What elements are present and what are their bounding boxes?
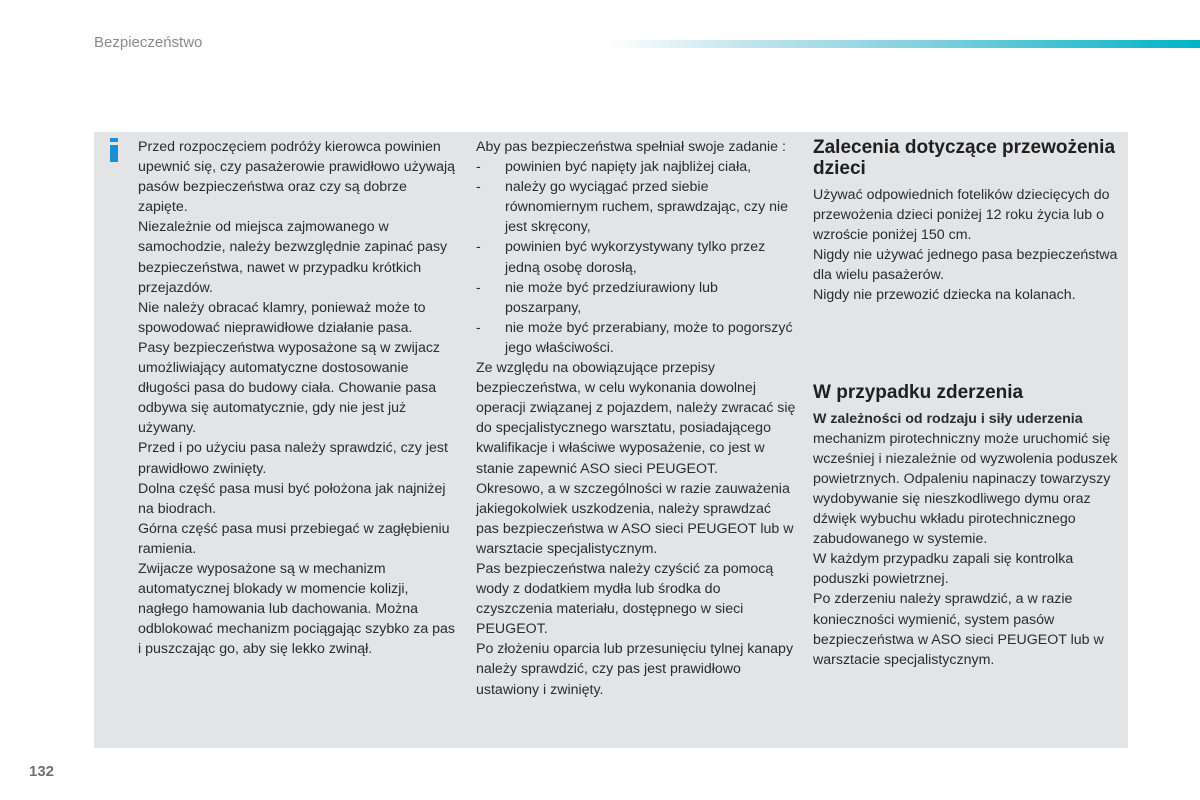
paragraph: W każdym przypadku zapali się kontrolka poduszki powietrznej. [813, 551, 1074, 588]
paragraph: Dolna część pasa musi być położona jak najniżej na biodrach. [138, 480, 446, 517]
heading-collision: W przypadku zderzenia [813, 381, 1024, 403]
page-number: 132 [29, 763, 55, 780]
list-item: - nie może być przerabiany, może to pogorszyć jego właściwości. [476, 319, 793, 356]
header-accent-bar [605, 40, 1200, 48]
paragraph: Niezależnie od miejsca zajmowanego w samochodzie, należy bezwzględnie zapinać pasy bezpieczeństwa, nawet w przypadku krótkich przejazdów. [138, 219, 448, 296]
lead-rest-text: mechanizm pirotechniczny może uruchomić się wcześniej i niezależnie od wyzwolenia poduszek powietrznych. Odpaleniu napinaczy towarzyszy wydobywanie się nieszkodliwego dymu oraz dźwięk wybuchu wkładu pirotechnicznego zabudowanego w systemie. [813, 430, 1118, 548]
list-intro: Aby pas bezpieczeństwa spełniał swoje zadanie : [476, 139, 786, 155]
dash-bullet-icon: - [476, 319, 481, 336]
paragraph: Ze względu na obowiązujące przepisy bezpieczeństwa, w celu wykonania dowolnej operacji związanej z pojazdem, należy zwracać się do specjalistycznego warsztatu, posiadającego kwalifikacje i właściwe wyposażenie, co jest w stanie zapewnić ASO sieci PEUGEOT. [476, 360, 796, 477]
paragraph: Górna część pasa musi przebiegać w zagłębieniu ramienia. [138, 520, 450, 557]
info-icon-stem [110, 145, 118, 162]
dash-bullet-icon: - [476, 279, 481, 296]
list-item: - należy go wyciągać przed siebie równomiernym ruchem, sprawdzając, czy nie jest skręcony, [476, 179, 789, 236]
paragraph: Okresowo, a w szczególności w razie zauważenia jakiegokolwiek uszkodzenia, należy sprawdzać pas bezpieczeństwa w ASO sieci PEUGEOT lub w warsztacie specjalistycznym. [476, 480, 794, 557]
paragraph: Przed i po użyciu pasa należy sprawdzić, czy jest prawidłowo zwinięty. [138, 440, 448, 477]
paragraph: Zwijacze wyposażone są w mechanizm automatycznej blokady w momencie kolizji, nagłego hamowania lub dachowania. Można odblokować mechanizm pociągając szybko za pas i puszczając go, aby się lekko zwinął. [138, 560, 456, 658]
paragraph: Po złożeniu oparcia lub przesunięciu tylnej kanapy należy sprawdzić, czy pas jest prawidłowo ustawiony i zwinięty. [476, 641, 794, 698]
paragraph: Pasy bezpieczeństwa wyposażone są w zwijacz umożliwiający automatyczne dostosowanie długości pasa do budowy ciała. Chowanie pasa odbywa się automatycznie, gdy nie jest już używany. [138, 339, 441, 437]
paragraph-collision-lead [813, 409, 1123, 550]
dash-bullet-icon: - [476, 179, 481, 196]
list-item: - powinien być wykorzystywany tylko przez jedną osobę dorosłą, [476, 239, 766, 276]
paragraph: Po zderzeniu należy sprawdzić, a w razie konieczności wymienić, system pasów bezpieczeństwa w ASO sieci PEUGEOT lub w warsztacie specjalistycznym. [813, 591, 1104, 668]
paragraph: Używać odpowiednich fotelików dziecięcych do przewożenia dzieci poniżej 12 roku życia lub o wzroście poniżej 150 cm. [813, 187, 1110, 244]
requirements-list [476, 157, 796, 358]
paragraph: Nigdy nie używać jednego pasa bezpieczeństwa dla wielu pasażerów. [813, 247, 1118, 284]
dash-bullet-icon: - [476, 159, 481, 176]
paragraph: Nie należy obracać klamry, ponieważ może to spowodować nieprawidłowe działanie pasa. [138, 299, 426, 336]
column-recommendations [813, 137, 1123, 670]
info-icon-dot [110, 138, 118, 142]
section-title: Bezpieczeństwo [94, 34, 203, 51]
paragraph: Pas bezpieczeństwa należy czyścić za pomocą wody z dodatkiem mydła lub środka do czyszczenia materiału, dostępnego w sieci PEUGEOT. [476, 560, 774, 638]
column-seatbelt-usage [138, 137, 458, 659]
list-item: - nie może być przedziurawiony lub poszarpany, [476, 279, 718, 316]
heading-child-transport: Zalecenia dotyczące przewożenia dzieci [813, 137, 1116, 179]
paragraph: Nigdy nie przewozić dziecka na kolanach. [813, 287, 1076, 304]
dash-bullet-icon: - [476, 239, 481, 256]
bold-lead-text: W zależności od rodzaju i siły uderzenia [813, 410, 1083, 427]
info-icon [110, 138, 118, 162]
list-item: - powinien być napięty jak najbliżej ciała, [476, 157, 796, 177]
column-seatbelt-requirements [476, 137, 796, 700]
paragraph: Przed rozpoczęciem podróży kierowca powinien upewnić się, czy pasażerowie prawidłowo używają pasów bezpieczeństwa oraz czy są dobrze zapięte. [138, 139, 456, 216]
